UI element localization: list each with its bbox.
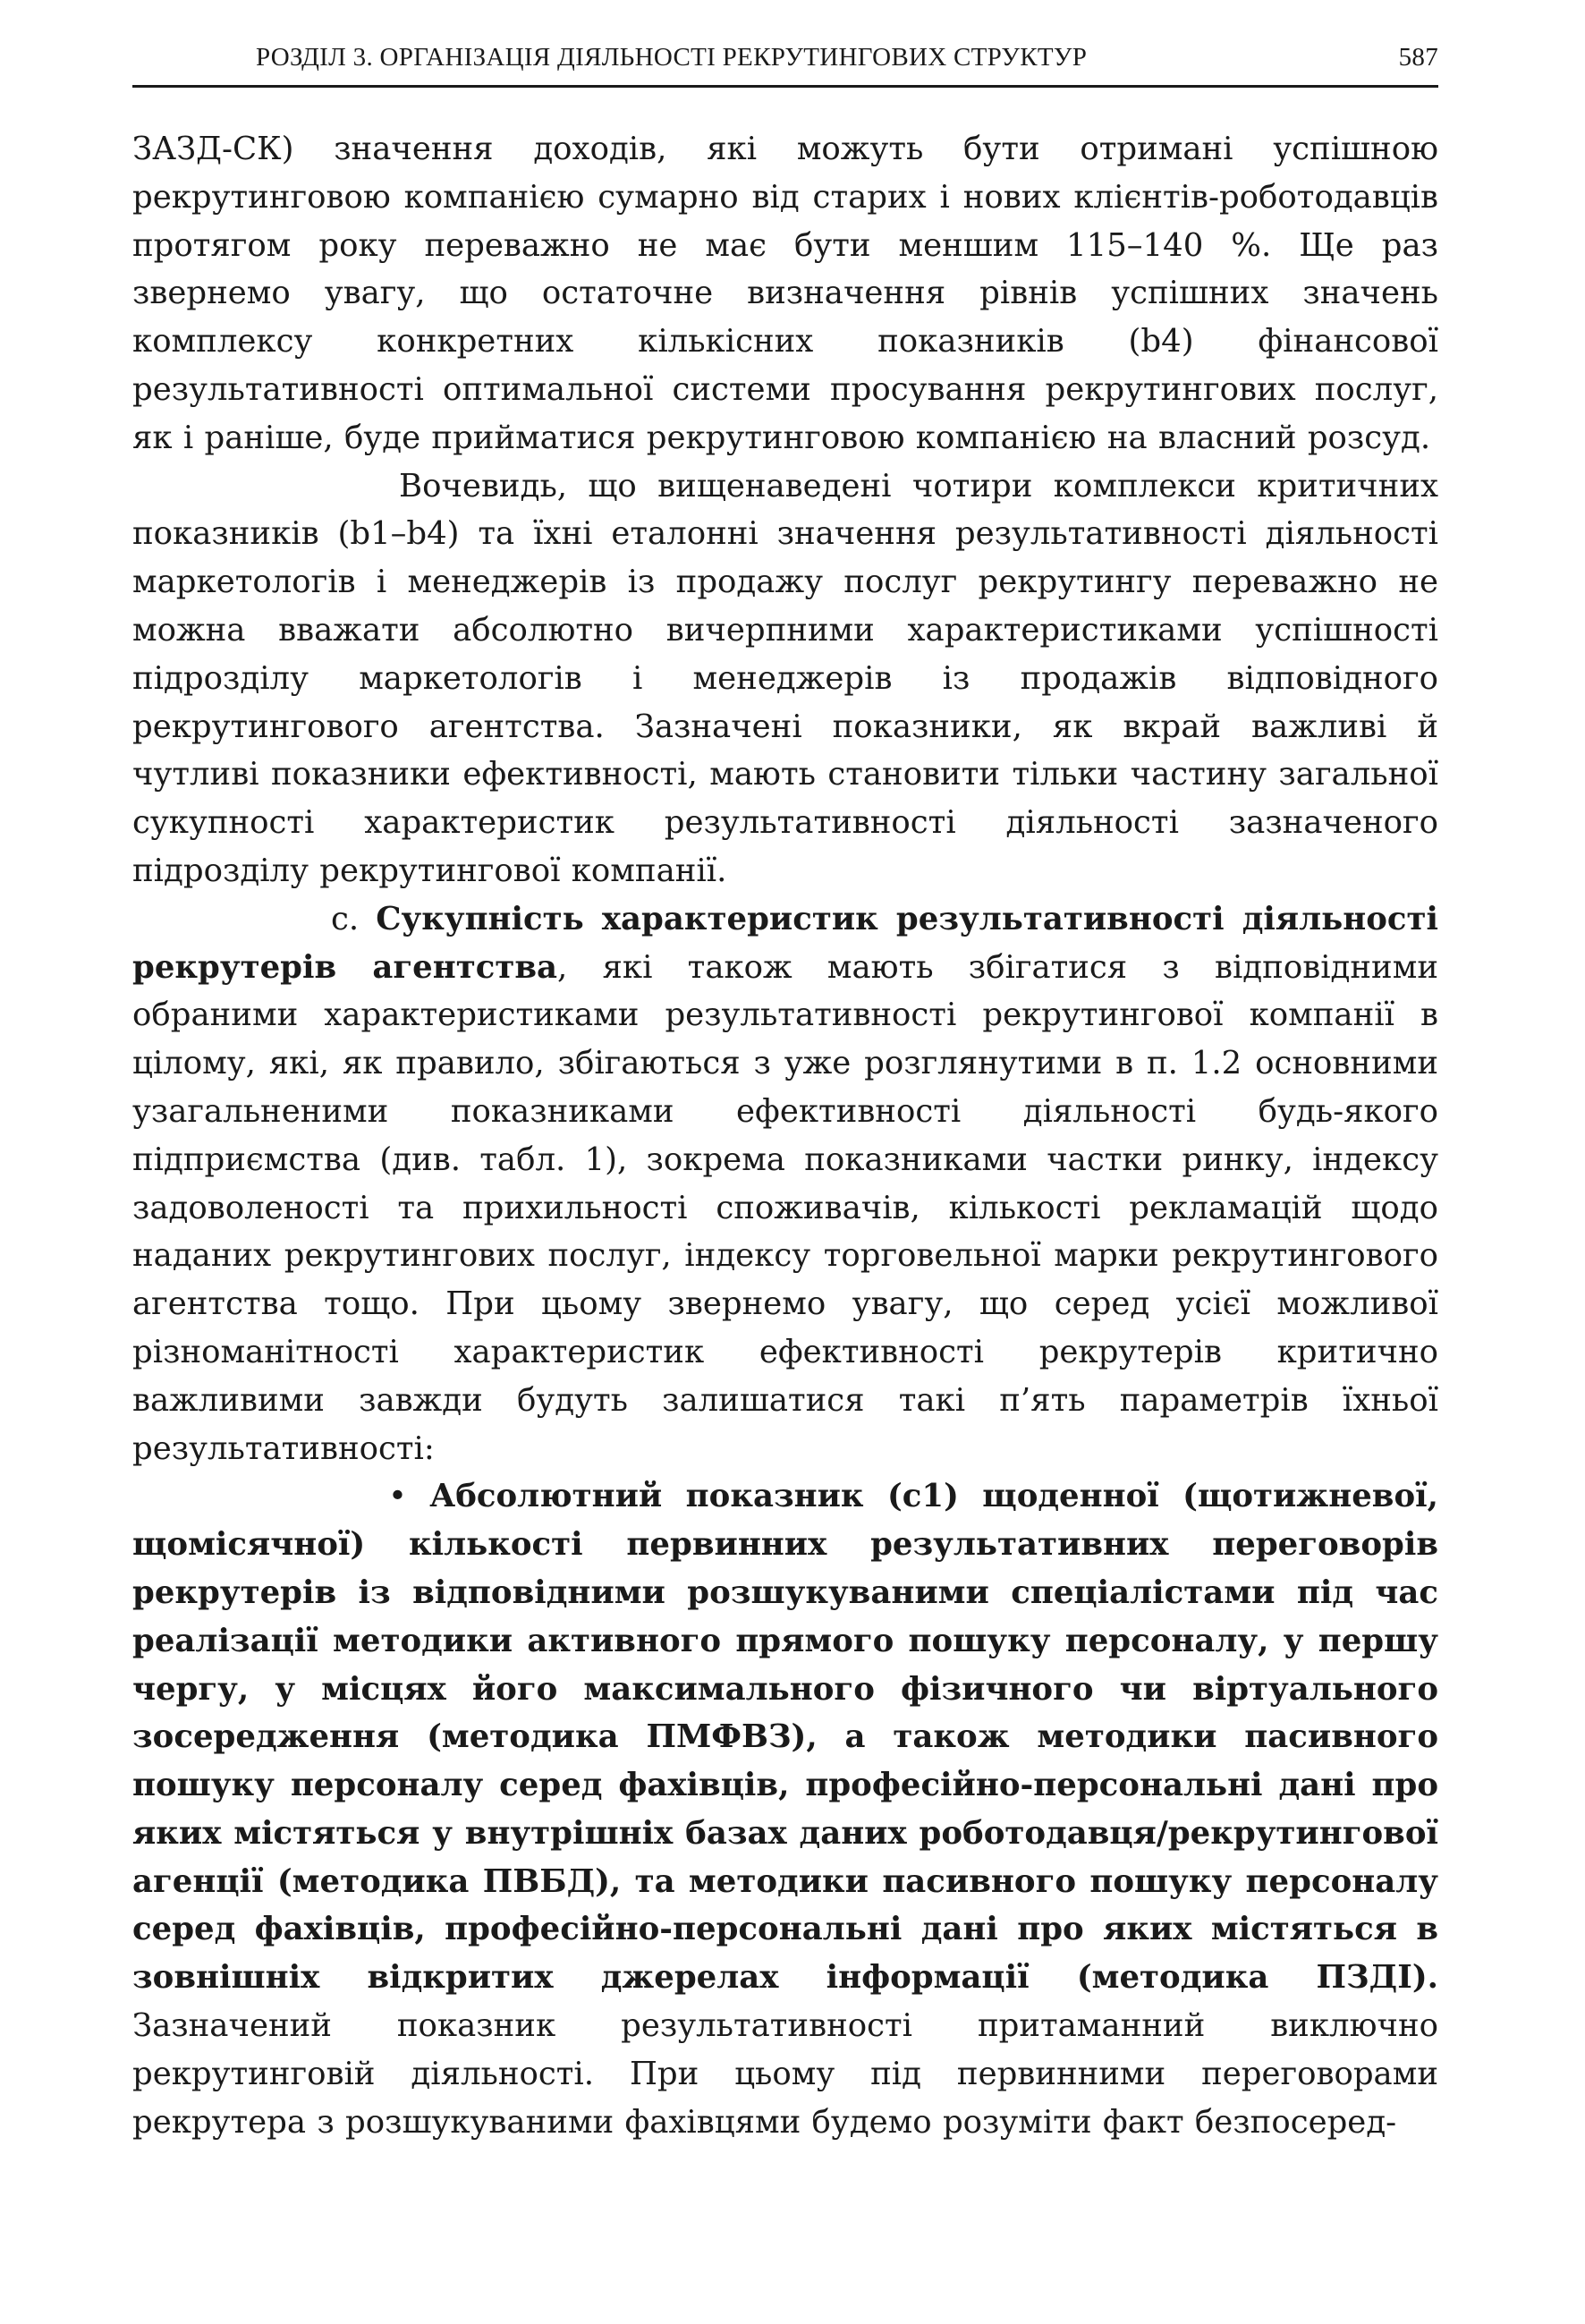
running-header — [132, 43, 1438, 88]
bullet-icon: • — [388, 1478, 407, 1515]
paragraph-2: Вочевидь, що вищенаведені чотири комплекси критичних показників (b1–b4) та їхні еталонні значення результативності діяльності маркетологів і менеджерів із продажу послуг рекрутингу переважно не можна вважати абсолютно вичерпними характеристиками успішності підрозділу маркетологів і менеджерів із продажів відповідного рекрутингового агентства. Зазначені показники, як вкрай важливі й чутливі показники ефективності, мають становити тільки частину загальної сукупності характеристик результативності діяльності зазначеного підрозділу рекрутингової компанії. — [132, 467, 1438, 889]
list-marker-c: с. — [331, 900, 360, 937]
document-body — [132, 125, 1438, 2146]
paragraph-3 — [132, 895, 1438, 1473]
paragraph-1: ЗАЗД-СК) значення доходів, які можуть бути отримані успішною рекрутинговою компанією сумарно від старих і нових клієнтів-роботодавців протягом року переважно не має бути меншим 115–140 %. Ще раз звернемо увагу, що остаточне визначення рівнів успішних значень комплексу конкретних кількісних показників (b4) фінансової результативності оптимальної системи просування рекрутингових послуг, як і раніше, буде прийматися рекрутинговою компанією на власний розсуд. — [132, 131, 1438, 456]
paragraph-3-text: , які також мають збігатися з відповідними обраними характеристиками результативності рекрутингової компанії в цілому, які, як правило, збігаються з уже розглянутими в п. 1.2 основними узагальненими показниками ефективності діяльності будь-якого підприємства (див. табл. 1), зокрема показниками частки ринку, індексу задоволеності та прихильності споживачів, кількості рекламацій щодо наданих рекрутингових послуг, індексу торговельної марки рекрутингового агентства тощо. При цьому звернемо увагу, що серед усієї можливої різноманітності характеристик ефективності рекрутерів критично важливими завжди будуть залишатися такі п’ять параметрів їхньої результативності: — [132, 948, 1438, 1467]
bullet-c1-bold-text: Абсолютний показник (с1) щоденної (щотижневої, щомісячної) кількості первинних результативних переговорів рекрутерів із відповідними розшукуваними спеціалістами під час реалізації методики активного прямого пошуку персоналу, у першу чергу, у місцях його максимального фізичного чи віртуального зосередження (методика ПМФВЗ), а також методики пасивного пошуку персоналу серед фахівців, професійно-персональні дані про яких містяться у внутрішніх базах даних роботодавця/рекрутингової агенції (методика ПВБД), та методики пасивного пошуку персоналу серед фахівців, професійно-персональні дані про яких містяться в зовнішніх відкритих джерелах інформації (методика ПЗДІ). — [132, 1478, 1438, 1997]
document-page — [132, 43, 1438, 2146]
chapter-title: РОЗДІЛ 3. ОРГАНІЗАЦІЯ ДІЯЛЬНОСТІ РЕКРУТИНГОВИХ СТРУКТУР — [256, 43, 1088, 72]
page-number: 587 — [1398, 43, 1438, 72]
bullet-c1-text: Зазначений показник результативності притаманний виключно рекрутинговій діяльності. При цьому під первинними переговорами рекрутера з розшукуваними фахівцями будемо розуміти факт безпосеред- — [132, 2007, 1438, 2141]
bullet-item-c1 — [132, 1472, 1438, 2146]
paragraph-3-bold-term: Сукупність характеристик результативності діяльності рекрутерів агентства — [132, 900, 1438, 986]
